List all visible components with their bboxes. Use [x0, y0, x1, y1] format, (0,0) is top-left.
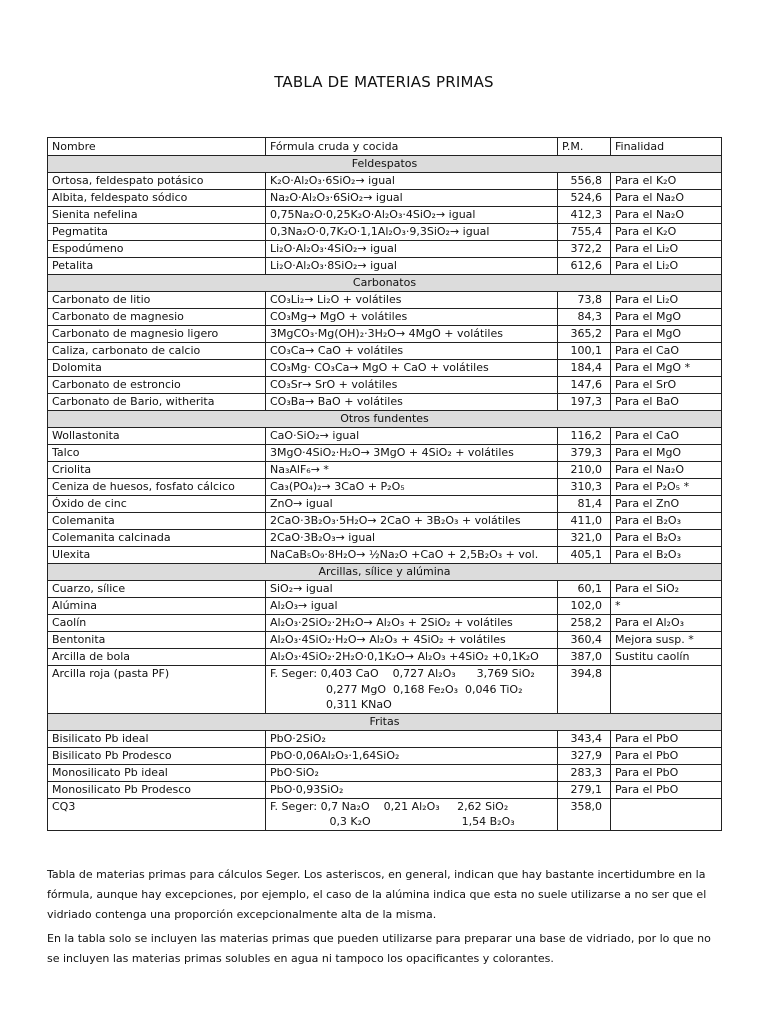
cell-name: Criolita [48, 462, 266, 479]
column-header-mw: P.M. [558, 138, 611, 156]
cell-name: CQ3 [48, 798, 266, 830]
cell-mw: 310,3 [558, 479, 611, 496]
cell-purpose: Para el PbO [611, 747, 722, 764]
table-row [48, 224, 722, 241]
cell-purpose: Para el MgO [611, 309, 722, 326]
cell-formula: ZnO→ igual [266, 496, 558, 513]
cell-formula: CO₃Li₂→ Li₂O + volátiles [266, 292, 558, 309]
section-header-row [48, 564, 722, 581]
cell-purpose: Para el Li₂O [611, 241, 722, 258]
table-row [48, 513, 722, 530]
cell-purpose: Para el Na₂O [611, 462, 722, 479]
table-row [48, 781, 722, 798]
cell-mw: 197,3 [558, 394, 611, 411]
cell-formula: PbO·2SiO₂ [266, 730, 558, 747]
cell-formula: 3MgO·4SiO₂·H₂O→ 3MgO + 4SiO₂ + volátiles [266, 445, 558, 462]
note-paragraph-2: En la tabla solo se incluyen las materias primas que pueden utilizarse para preparar una base de vidriado, por lo que no se incluyen las materias primas solubles en agua ni tampoco los opacificantes y colorantes. [47, 932, 711, 965]
cell-formula: PbO·0,06Al₂O₃·1,64SiO₂ [266, 747, 558, 764]
table-row [48, 747, 722, 764]
cell-formula: Li₂O·Al₂O₃·8SiO₂→ igual [266, 258, 558, 275]
cell-name: Óxido de cinc [48, 496, 266, 513]
section-title: Feldespatos [48, 156, 722, 173]
section-title: Arcillas, sílice y alúmina [48, 564, 722, 581]
table-row [48, 632, 722, 649]
table-row [48, 530, 722, 547]
cell-name: Bisilicato Pb ideal [48, 730, 266, 747]
cell-formula: Na₂O·Al₂O₃·6SiO₂→ igual [266, 190, 558, 207]
cell-purpose: Para el MgO [611, 326, 722, 343]
table-row [48, 615, 722, 632]
cell-name: Ceniza de huesos, fosfato cálcico [48, 479, 266, 496]
cell-mw: 524,6 [558, 190, 611, 207]
cell-name: Bisilicato Pb Prodesco [48, 747, 266, 764]
table-row [48, 547, 722, 564]
cell-purpose: Para el P₂O₅ * [611, 479, 722, 496]
document-title: TABLA DE MATERIAS PRIMAS [274, 73, 494, 91]
cell-purpose [611, 798, 722, 830]
cell-mw: 379,3 [558, 445, 611, 462]
cell-purpose: Para el Al₂O₃ [611, 615, 722, 632]
cell-name: Colemanita calcinada [48, 530, 266, 547]
cell-mw: 394,8 [558, 666, 611, 714]
section-title: Carbonatos [48, 275, 722, 292]
cell-mw: 100,1 [558, 343, 611, 360]
section-title: Otros fundentes [48, 411, 722, 428]
cell-purpose: Para el PbO [611, 730, 722, 747]
table-row [48, 496, 722, 513]
cell-mw: 343,4 [558, 730, 611, 747]
table-row [48, 445, 722, 462]
section-header-row [48, 156, 722, 173]
cell-name: Carbonato de Bario, witherita [48, 394, 266, 411]
table-row [48, 292, 722, 309]
cell-purpose: Mejora susp. * [611, 632, 722, 649]
cell-formula: SiO₂→ igual [266, 581, 558, 598]
cell-formula: Al₂O₃·4SiO₂·2H₂O·0,1K₂O→ Al₂O₃ +4SiO₂ +0,1K₂O [266, 649, 558, 666]
cell-mw: 556,8 [558, 173, 611, 190]
cell-mw: 411,0 [558, 513, 611, 530]
cell-name: Albita, feldespato sódico [48, 190, 266, 207]
cell-mw: 116,2 [558, 428, 611, 445]
cell-formula: F. Seger: 0,7 Na₂O 0,21 Al₂O₃ 2,62 SiO₂ 0,3 K₂O 1,54 B₂O₃ [266, 798, 558, 830]
column-header-name: Nombre [48, 138, 266, 156]
cell-mw: 102,0 [558, 598, 611, 615]
cell-formula: CaO·SiO₂→ igual [266, 428, 558, 445]
cell-mw: 612,6 [558, 258, 611, 275]
cell-formula: PbO·0,93SiO₂ [266, 781, 558, 798]
cell-purpose: Para el Na₂O [611, 207, 722, 224]
cell-formula: Al₂O₃→ igual [266, 598, 558, 615]
section-title: Fritas [48, 713, 722, 730]
note-paragraph-1: Tabla de materias primas para cálculos Seger. Los asteriscos, en general, indican que hay bastante incertidumbre en la fórmula, aunque hay excepciones, por ejemplo, el caso de la alúmina indica que esta no suele utilizarse a no ser que el vidriado contenga una proporción excepcionalmente alta de la misma. [47, 868, 707, 921]
table-row [48, 326, 722, 343]
cell-purpose: Para el K₂O [611, 224, 722, 241]
cell-formula: Ca₃(PO₄)₂→ 3CaO + P₂O₅ [266, 479, 558, 496]
cell-formula: Al₂O₃·2SiO₂·2H₂O→ Al₂O₃ + 2SiO₂ + volátiles [266, 615, 558, 632]
cell-formula: CO₃Mg→ MgO + volátiles [266, 309, 558, 326]
cell-purpose: Sustitu caolín [611, 649, 722, 666]
cell-purpose: Para el MgO [611, 445, 722, 462]
cell-mw: 73,8 [558, 292, 611, 309]
cell-mw: 365,2 [558, 326, 611, 343]
cell-formula: CO₃Mg· CO₃Ca→ MgO + CaO + volátiles [266, 360, 558, 377]
cell-name: Monosilicato Pb Prodesco [48, 781, 266, 798]
cell-purpose: Para el MgO * [611, 360, 722, 377]
table-row [48, 190, 722, 207]
cell-formula: NaCaB₅O₉·8H₂O→ ½Na₂O +CaO + 2,5B₂O₃ + vol. [266, 547, 558, 564]
cell-name: Colemanita [48, 513, 266, 530]
cell-mw: 279,1 [558, 781, 611, 798]
cell-purpose: Para el B₂O₃ [611, 513, 722, 530]
cell-purpose: Para el PbO [611, 781, 722, 798]
cell-name: Monosilicato Pb ideal [48, 764, 266, 781]
table-row [48, 207, 722, 224]
cell-purpose: Para el Li₂O [611, 258, 722, 275]
table-header-row [48, 138, 722, 156]
cell-purpose: Para el B₂O₃ [611, 530, 722, 547]
cell-mw: 358,0 [558, 798, 611, 830]
cell-name: Arcilla roja (pasta PF) [48, 666, 266, 714]
cell-mw: 327,9 [558, 747, 611, 764]
table-row [48, 377, 722, 394]
table-row [48, 666, 722, 714]
cell-purpose: * [611, 598, 722, 615]
table-row [48, 581, 722, 598]
table-row [48, 730, 722, 747]
cell-name: Dolomita [48, 360, 266, 377]
section-header-row [48, 275, 722, 292]
cell-mw: 84,3 [558, 309, 611, 326]
cell-purpose: Para el SiO₂ [611, 581, 722, 598]
cell-mw: 387,0 [558, 649, 611, 666]
table-row [48, 343, 722, 360]
table-row [48, 394, 722, 411]
cell-mw: 81,4 [558, 496, 611, 513]
cell-formula: F. Seger: 0,403 CaO 0,727 Al₂O₃ 3,769 SiO₂ 0,277 MgO 0,168 Fe₂O₃ 0,046 TiO₂ 0,311 KNaO [266, 666, 558, 714]
cell-name: Wollastonita [48, 428, 266, 445]
cell-purpose: Para el CaO [611, 428, 722, 445]
cell-purpose: Para el Na₂O [611, 190, 722, 207]
cell-formula: K₂O·Al₂O₃·6SiO₂→ igual [266, 173, 558, 190]
cell-name: Carbonato de litio [48, 292, 266, 309]
cell-name: Ulexita [48, 547, 266, 564]
cell-mw: 372,2 [558, 241, 611, 258]
cell-formula: 2CaO·3B₂O₃·5H₂O→ 2CaO + 3B₂O₃ + volátiles [266, 513, 558, 530]
cell-mw: 283,3 [558, 764, 611, 781]
table-row [48, 462, 722, 479]
cell-formula: 0,3Na₂O·0,7K₂O·1,1Al₂O₃·9,3SiO₂→ igual [266, 224, 558, 241]
cell-purpose [611, 666, 722, 714]
table-row [48, 649, 722, 666]
cell-mw: 412,3 [558, 207, 611, 224]
cell-formula: Na₃AlF₆→ * [266, 462, 558, 479]
cell-formula: 2CaO·3B₂O₃→ igual [266, 530, 558, 547]
cell-formula: CO₃Ca→ CaO + volátiles [266, 343, 558, 360]
cell-mw: 147,6 [558, 377, 611, 394]
table-row [48, 428, 722, 445]
table-row [48, 798, 722, 830]
table-row [48, 309, 722, 326]
cell-formula: Li₂O·Al₂O₃·4SiO₂→ igual [266, 241, 558, 258]
column-header-purpose: Finalidad [611, 138, 722, 156]
table-row [48, 360, 722, 377]
cell-name: Carbonato de magnesio [48, 309, 266, 326]
table-row [48, 241, 722, 258]
cell-name: Espodúmeno [48, 241, 266, 258]
cell-formula: 0,75Na₂O·0,25K₂O·Al₂O₃·4SiO₂→ igual [266, 207, 558, 224]
cell-mw: 755,4 [558, 224, 611, 241]
cell-purpose: Para el B₂O₃ [611, 547, 722, 564]
cell-mw: 405,1 [558, 547, 611, 564]
cell-purpose: Para el ZnO [611, 496, 722, 513]
cell-purpose: Para el K₂O [611, 173, 722, 190]
table-row [48, 258, 722, 275]
cell-mw: 210,0 [558, 462, 611, 479]
cell-name: Petalita [48, 258, 266, 275]
cell-purpose: Para el Li₂O [611, 292, 722, 309]
cell-mw: 360,4 [558, 632, 611, 649]
table-row [48, 173, 722, 190]
raw-materials-table [47, 137, 722, 831]
cell-name: Bentonita [48, 632, 266, 649]
cell-mw: 258,2 [558, 615, 611, 632]
cell-name: Ortosa, feldespato potásico [48, 173, 266, 190]
column-header-formula: Fórmula cruda y cocida [266, 138, 558, 156]
cell-purpose: Para el BaO [611, 394, 722, 411]
cell-name: Alúmina [48, 598, 266, 615]
table-row [48, 479, 722, 496]
table-body [48, 156, 722, 831]
cell-purpose: Para el SrO [611, 377, 722, 394]
cell-formula: PbO·SiO₂ [266, 764, 558, 781]
cell-mw: 60,1 [558, 581, 611, 598]
section-header-row [48, 713, 722, 730]
cell-name: Carbonato de magnesio ligero [48, 326, 266, 343]
cell-mw: 321,0 [558, 530, 611, 547]
cell-name: Cuarzo, sílice [48, 581, 266, 598]
cell-name: Arcilla de bola [48, 649, 266, 666]
cell-name: Sienita nefelina [48, 207, 266, 224]
cell-formula: CO₃Sr→ SrO + volátiles [266, 377, 558, 394]
cell-name: Caolín [48, 615, 266, 632]
cell-formula: 3MgCO₃·Mg(OH)₂·3H₂O→ 4MgO + volátiles [266, 326, 558, 343]
cell-purpose: Para el CaO [611, 343, 722, 360]
cell-name: Talco [48, 445, 266, 462]
cell-name: Pegmatita [48, 224, 266, 241]
table-row [48, 764, 722, 781]
cell-mw: 184,4 [558, 360, 611, 377]
cell-purpose: Para el PbO [611, 764, 722, 781]
cell-name: Carbonato de estroncio [48, 377, 266, 394]
cell-formula: Al₂O₃·4SiO₂·H₂O→ Al₂O₃ + 4SiO₂ + volátiles [266, 632, 558, 649]
table-row [48, 598, 722, 615]
section-header-row [48, 411, 722, 428]
cell-name: Caliza, carbonato de calcio [48, 343, 266, 360]
cell-formula: CO₃Ba→ BaO + volátiles [266, 394, 558, 411]
